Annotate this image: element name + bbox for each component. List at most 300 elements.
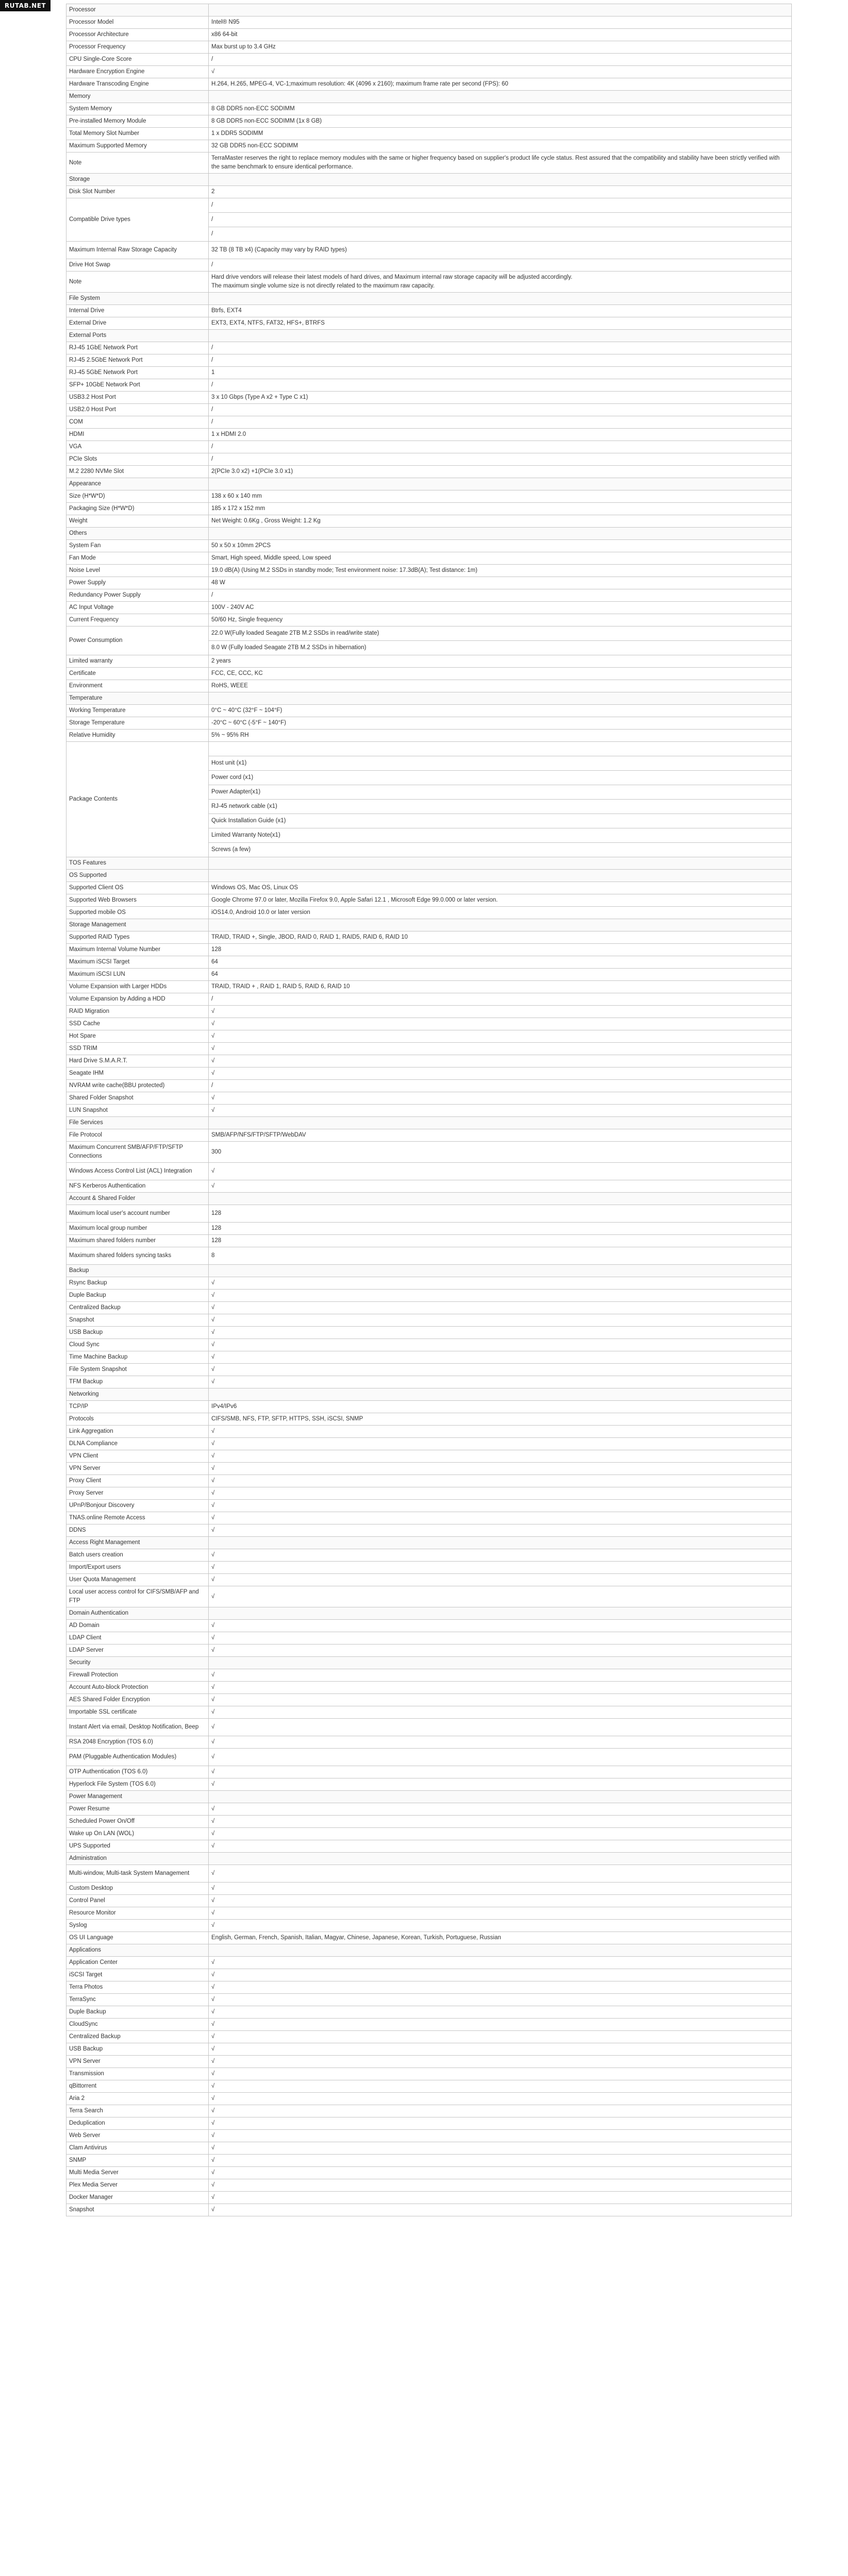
spec-label: System Memory: [66, 103, 209, 115]
spec-value: 128: [209, 944, 792, 956]
spec-label: Batch users creation: [66, 1549, 209, 1562]
spec-label: Supported RAID Types: [66, 931, 209, 944]
spec-row: [66, 1586, 792, 1607]
spec-value: /: [209, 404, 792, 416]
spec-label: Seagate IHM: [66, 1067, 209, 1080]
spec-value: /: [209, 379, 792, 392]
spec-label: Maximum Internal Raw Storage Capacity: [66, 242, 209, 259]
spec-value: 19.0 dB(A) (Using M.2 SSDs in standby mode; Test environment noise: 17.3dB(A); Test distance: 1m): [209, 565, 792, 577]
spec-value: 128: [209, 1235, 792, 1247]
spec-value: √: [209, 1632, 792, 1645]
spec-row: [66, 1043, 792, 1055]
spec-label: Proxy Server: [66, 1487, 209, 1500]
spec-label: Maximum local group number: [66, 1223, 209, 1235]
section-title: Appearance: [66, 478, 209, 490]
spec-row: [66, 103, 792, 115]
spec-label: Local user access control for CIFS/SMB/AFP and FTP: [66, 1586, 209, 1607]
spec-value: /: [209, 416, 792, 429]
spec-label: Web Server: [66, 2130, 209, 2142]
spec-row: [66, 1574, 792, 1586]
spec-value: TerraMaster reserves the right to replace memory modules with the same or higher frequency based on supplier's product life cycle status. Rest assured that the compatibility and stability have been strictly verified with the same benchmark to ensure identical performance.: [209, 152, 792, 174]
spec-label: Duple Backup: [66, 1290, 209, 1302]
spec-row: [66, 1620, 792, 1632]
spec-row: [66, 2167, 792, 2179]
spec-label: Power Consumption: [66, 626, 209, 655]
spec-value: 32 TB (8 TB x4) (Capacity may vary by RAID types): [209, 242, 792, 259]
spec-value: 185 x 172 x 152 mm: [209, 503, 792, 515]
spec-value: √: [209, 1163, 792, 1180]
spec-label: Cloud Sync: [66, 1339, 209, 1351]
spec-row: [66, 1223, 792, 1235]
spec-label: Total Memory Slot Number: [66, 128, 209, 140]
spec-row: [66, 626, 792, 655]
spec-label: Maximum local user's account number: [66, 1205, 209, 1223]
spec-value: √: [209, 2192, 792, 2204]
spec-value: √: [209, 1706, 792, 1719]
spec-label: VPN Server: [66, 1463, 209, 1475]
spec-value: √: [209, 1736, 792, 1749]
spec-row: [66, 1736, 792, 1749]
spec-value: √: [209, 1865, 792, 1883]
spec-value: -20°C ~ 60°C (-5°F ~ 140°F): [209, 717, 792, 730]
spec-value: Google Chrome 97.0 or later, Mozilla Firefox 9.0, Apple Safari 12.1 , Microsoft Edge 99.0.000 or later version.: [209, 894, 792, 907]
spec-row: [66, 1235, 792, 1247]
spec-row: [66, 379, 792, 392]
spec-label: Terra Photos: [66, 1981, 209, 1994]
spec-value: √: [209, 1524, 792, 1537]
spec-row: [66, 2155, 792, 2167]
spec-label: Fan Mode: [66, 552, 209, 565]
spec-label: Processor Architecture: [66, 29, 209, 41]
spec-row: [66, 1981, 792, 1994]
spec-value: √: [209, 1920, 792, 1932]
spec-value: [209, 198, 792, 242]
spec-row: [66, 354, 792, 367]
spec-value: √: [209, 1043, 792, 1055]
spec-label: M.2 2280 NVMe Slot: [66, 466, 209, 478]
spec-value: 32 GB DDR5 non-ECC SODIMM: [209, 140, 792, 152]
spec-row: [66, 2019, 792, 2031]
spec-value: RoHS, WEEE: [209, 680, 792, 692]
spec-label: Account Auto-block Protection: [66, 1682, 209, 1694]
spec-row: [66, 1562, 792, 1574]
spec-row: [66, 2130, 792, 2142]
section-title: Security: [66, 1657, 209, 1669]
spec-value: √: [209, 1500, 792, 1512]
spec-label: Shared Folder Snapshot: [66, 1092, 209, 1105]
spec-row: [66, 1475, 792, 1487]
spec-value: √: [209, 1645, 792, 1657]
spec-label: RSA 2048 Encryption (TOS 6.0): [66, 1736, 209, 1749]
spec-row: [66, 680, 792, 692]
spec-label: Size (H*W*D): [66, 490, 209, 503]
spec-value: √: [209, 2056, 792, 2068]
spec-value: √: [209, 1828, 792, 1840]
spec-value-line: /: [209, 227, 791, 241]
section-row: [66, 478, 792, 490]
spec-label: TFM Backup: [66, 1376, 209, 1388]
spec-row: [66, 589, 792, 602]
spec-row: [66, 66, 792, 78]
section-row: [66, 1791, 792, 1803]
spec-row: [66, 16, 792, 29]
spec-label: Volume Expansion with Larger HDDs: [66, 981, 209, 993]
spec-label: RJ-45 5GbE Network Port: [66, 367, 209, 379]
section-title: File System: [66, 293, 209, 305]
spec-value: √: [209, 2204, 792, 2216]
spec-row: [66, 1895, 792, 1907]
spec-label: Drive Hot Swap: [66, 259, 209, 272]
spec-label: Maximum shared folders syncing tasks: [66, 1247, 209, 1265]
spec-row: [66, 1247, 792, 1265]
spec-value: 8: [209, 1247, 792, 1265]
spec-label: CPU Single-Core Score: [66, 54, 209, 66]
spec-value: Hard drive vendors will release their latest models of hard drives, and Maximum internal raw storage capacity will be adjusted accordingly. The maximum single volume size is not directly related to the maximum raw capacity.: [209, 272, 792, 293]
spec-row: [66, 2006, 792, 2019]
section-title: Memory: [66, 91, 209, 103]
spec-label: Docker Manager: [66, 2192, 209, 2204]
spec-label: OTP Authentication (TOS 6.0): [66, 1766, 209, 1778]
spec-value: √: [209, 1018, 792, 1030]
spec-row: [66, 993, 792, 1006]
spec-row: [66, 944, 792, 956]
section-row: [66, 4, 792, 16]
spec-value: √: [209, 1302, 792, 1314]
spec-label: Internal Drive: [66, 305, 209, 317]
spec-row: [66, 1865, 792, 1883]
spec-row: [66, 1376, 792, 1388]
spec-row: [66, 1883, 792, 1895]
spec-label: Hardware Encryption Engine: [66, 66, 209, 78]
spec-value: √: [209, 1620, 792, 1632]
spec-value-line: /: [211, 202, 213, 208]
spec-value: /: [209, 342, 792, 354]
spec-label: Supported mobile OS: [66, 907, 209, 919]
spec-value: [209, 1193, 792, 1205]
spec-row: [66, 140, 792, 152]
section-title: Temperature: [66, 692, 209, 705]
spec-label: Centralized Backup: [66, 1302, 209, 1314]
spec-row: [66, 931, 792, 944]
spec-row: [66, 1067, 792, 1080]
spec-value: √: [209, 1994, 792, 2006]
spec-row: [66, 907, 792, 919]
spec-label: Snapshot: [66, 2204, 209, 2216]
spec-value: 8 GB DDR5 non-ECC SODIMM (1x 8 GB): [209, 115, 792, 128]
spec-row: [66, 490, 792, 503]
spec-value: [209, 330, 792, 342]
spec-row: [66, 1463, 792, 1475]
spec-label: Application Center: [66, 1957, 209, 1969]
spec-value: √: [209, 1376, 792, 1388]
spec-row: [66, 1994, 792, 2006]
spec-value: √: [209, 1364, 792, 1376]
spec-row: [66, 894, 792, 907]
spec-label: Maximum Supported Memory: [66, 140, 209, 152]
section-title: Domain Authentication: [66, 1607, 209, 1620]
spec-row: [66, 742, 792, 857]
spec-row: [66, 1969, 792, 1981]
spec-row: [66, 242, 792, 259]
spec-row: [66, 1055, 792, 1067]
spec-value: /: [209, 1080, 792, 1092]
spec-value: √: [209, 1327, 792, 1339]
spec-value: English, German, French, Spanish, Italian, Magyar, Chinese, Japanese, Korean, Turkish, Portuguese, Russian: [209, 1932, 792, 1944]
spec-row: [66, 416, 792, 429]
spec-label: Snapshot: [66, 1314, 209, 1327]
spec-row: [66, 2080, 792, 2093]
spec-label: UPS Supported: [66, 1840, 209, 1853]
spec-label: CloudSync: [66, 2019, 209, 2031]
spec-label: Windows Access Control List (ACL) Integration: [66, 1163, 209, 1180]
spec-value: √: [209, 2019, 792, 2031]
spec-value: √: [209, 1883, 792, 1895]
spec-value: 5% ~ 95% RH: [209, 730, 792, 742]
spec-row: [66, 1778, 792, 1791]
section-title: Storage Management: [66, 919, 209, 931]
spec-value: √: [209, 1277, 792, 1290]
spec-row: [66, 730, 792, 742]
spec-label: Link Aggregation: [66, 1426, 209, 1438]
spec-value: [209, 1657, 792, 1669]
spec-label: Power Resume: [66, 1803, 209, 1816]
spec-label: qBittorrent: [66, 2080, 209, 2093]
spec-row: [66, 1669, 792, 1682]
spec-value: [209, 857, 792, 870]
spec-row: [66, 2056, 792, 2068]
spec-label: SSD Cache: [66, 1018, 209, 1030]
spec-label: Transmission: [66, 2068, 209, 2080]
spec-label: Multi-window, Multi-task System Management: [66, 1865, 209, 1883]
spec-label: Environment: [66, 680, 209, 692]
spec-label: Hyperlock File System (TOS 6.0): [66, 1778, 209, 1791]
spec-value: √: [209, 2068, 792, 2080]
spec-row: [66, 1438, 792, 1450]
spec-value: 8 GB DDR5 non-ECC SODIMM: [209, 103, 792, 115]
spec-row: [66, 1105, 792, 1117]
spec-label: DLNA Compliance: [66, 1438, 209, 1450]
spec-value: /: [209, 441, 792, 453]
spec-value: FCC, CE, CCC, KC: [209, 668, 792, 680]
spec-row: [66, 404, 792, 416]
spec-row: [66, 552, 792, 565]
spec-label: Storage Temperature: [66, 717, 209, 730]
spec-row: [66, 429, 792, 441]
spec-value: √: [209, 2043, 792, 2056]
spec-row: [66, 614, 792, 626]
section-row: [66, 1117, 792, 1129]
spec-value: Intel® N95: [209, 16, 792, 29]
spec-value: √: [209, 2179, 792, 2192]
spec-row: [66, 1277, 792, 1290]
spec-value: √: [209, 1426, 792, 1438]
spec-value: Btrfs, EXT4: [209, 305, 792, 317]
spec-label: Supported Web Browsers: [66, 894, 209, 907]
spec-label: Scheduled Power On/Off: [66, 1816, 209, 1828]
section-title: Storage: [66, 174, 209, 186]
spec-label: RJ-45 1GbE Network Port: [66, 342, 209, 354]
spec-row: [66, 969, 792, 981]
spec-label: USB3.2 Host Port: [66, 392, 209, 404]
spec-label: USB2.0 Host Port: [66, 404, 209, 416]
spec-value-line: RJ-45 network cable (x1): [209, 799, 791, 814]
section-title: Applications: [66, 1944, 209, 1957]
section-title: Others: [66, 528, 209, 540]
spec-label: Relative Humidity: [66, 730, 209, 742]
spec-value: √: [209, 1105, 792, 1117]
spec-label: Maximum Concurrent SMB/AFP/FTP/SFTP Connections: [66, 1142, 209, 1163]
spec-label: Redundancy Power Supply: [66, 589, 209, 602]
spec-label: Deduplication: [66, 2117, 209, 2130]
spec-row: [66, 1682, 792, 1694]
spec-label: Maximum shared folders number: [66, 1235, 209, 1247]
spec-label: TerraSync: [66, 1994, 209, 2006]
spec-value: √: [209, 1487, 792, 1500]
spec-label: Clam Antivirus: [66, 2142, 209, 2155]
spec-row: [66, 305, 792, 317]
section-title: Access Right Management: [66, 1537, 209, 1549]
spec-label: PAM (Pluggable Authentication Modules): [66, 1749, 209, 1766]
spec-value: √: [209, 1586, 792, 1607]
spec-row: [66, 1719, 792, 1736]
spec-label: Proxy Client: [66, 1475, 209, 1487]
spec-value: [209, 1537, 792, 1549]
section-title: Backup: [66, 1265, 209, 1277]
spec-label: USB Backup: [66, 2043, 209, 2056]
spec-row: [66, 1512, 792, 1524]
spec-value: [209, 1607, 792, 1620]
spec-row: [66, 565, 792, 577]
spec-label: Hard Drive S.M.A.R.T.: [66, 1055, 209, 1067]
spec-row: [66, 2179, 792, 2192]
spec-value: EXT3, EXT4, NTFS, FAT32, HFS+, BTRFS: [209, 317, 792, 330]
spec-value: 128: [209, 1223, 792, 1235]
spec-row: [66, 1163, 792, 1180]
spec-label: Terra Search: [66, 2105, 209, 2117]
spec-value: [209, 1791, 792, 1803]
spec-label: Resource Monitor: [66, 1907, 209, 1920]
spec-row: [66, 717, 792, 730]
section-row: [66, 174, 792, 186]
spec-row: [66, 1327, 792, 1339]
spec-label: Maximum iSCSI Target: [66, 956, 209, 969]
spec-label: Package Contents: [66, 742, 209, 857]
spec-value: √: [209, 2130, 792, 2142]
spec-value: 2: [209, 186, 792, 198]
spec-label: SSD TRIM: [66, 1043, 209, 1055]
spec-value: √: [209, 1682, 792, 1694]
spec-value: 2 years: [209, 655, 792, 668]
spec-label: Volume Expansion by Adding a HDD: [66, 993, 209, 1006]
spec-value: √: [209, 2031, 792, 2043]
section-row: [66, 692, 792, 705]
section-title: TOS Features: [66, 857, 209, 870]
section-title: Account & Shared Folder: [66, 1193, 209, 1205]
spec-row: [66, 1957, 792, 1969]
spec-label: Custom Desktop: [66, 1883, 209, 1895]
spec-label: iSCSI Target: [66, 1969, 209, 1981]
spec-value: √: [209, 66, 792, 78]
spec-value: √: [209, 2117, 792, 2130]
spec-label: Hot Spare: [66, 1030, 209, 1043]
spec-row: [66, 1205, 792, 1223]
spec-value: /: [209, 993, 792, 1006]
spec-value: √: [209, 1512, 792, 1524]
spec-value: √: [209, 1840, 792, 1853]
spec-value: √: [209, 1314, 792, 1327]
spec-row: [66, 668, 792, 680]
spec-value: /: [209, 453, 792, 466]
spec-label: RAID Migration: [66, 1006, 209, 1018]
spec-label: Limited warranty: [66, 655, 209, 668]
spec-value: √: [209, 1180, 792, 1193]
spec-value: √: [209, 1006, 792, 1018]
spec-label: Import/Export users: [66, 1562, 209, 1574]
spec-value: √: [209, 1067, 792, 1080]
spec-label: File Protocol: [66, 1129, 209, 1142]
spec-row: [66, 2043, 792, 2056]
spec-value: TRAID, TRAID + , RAID 1, RAID 5, RAID 6, RAID 10: [209, 981, 792, 993]
spec-label: Instant Alert via email, Desktop Notification, Beep: [66, 1719, 209, 1736]
spec-value: √: [209, 1969, 792, 1981]
section-row: [66, 1193, 792, 1205]
spec-value: /: [209, 354, 792, 367]
spec-value: 50 x 50 x 10mm 2PCS: [209, 540, 792, 552]
spec-value: 128: [209, 1205, 792, 1223]
spec-value-line: Power Adapter(x1): [209, 785, 791, 799]
spec-row: [66, 705, 792, 717]
spec-value: 64: [209, 956, 792, 969]
spec-row: [66, 1766, 792, 1778]
section-row: [66, 870, 792, 882]
spec-row: [66, 1907, 792, 1920]
spec-label: Compatible Drive types: [66, 198, 209, 242]
spec-row: [66, 1816, 792, 1828]
spec-value: √: [209, 1055, 792, 1067]
spec-label: Hardware Transcoding Engine: [66, 78, 209, 91]
spec-value: √: [209, 1450, 792, 1463]
spec-row: [66, 2068, 792, 2080]
spec-label: UPnP/Bonjour Discovery: [66, 1500, 209, 1512]
spec-row: [66, 1030, 792, 1043]
spec-value: x86 64-bit: [209, 29, 792, 41]
spec-row: [66, 1632, 792, 1645]
section-row: [66, 528, 792, 540]
spec-label: TNAS.online Remote Access: [66, 1512, 209, 1524]
section-title: External Ports: [66, 330, 209, 342]
spec-value: √: [209, 2167, 792, 2179]
spec-row: [66, 78, 792, 91]
spec-row: [66, 115, 792, 128]
spec-value: [209, 1117, 792, 1129]
spec-value: Max burst up to 3.4 GHz: [209, 41, 792, 54]
spec-value: √: [209, 1803, 792, 1816]
spec-value: [209, 174, 792, 186]
spec-value: √: [209, 1981, 792, 1994]
spec-value: [209, 528, 792, 540]
spec-value-line: 22.0 W(Fully loaded Seagate 2TB M.2 SSDs in read/write state): [211, 630, 379, 636]
spec-label: OS UI Language: [66, 1932, 209, 1944]
spec-label: VGA: [66, 441, 209, 453]
spec-row: [66, 54, 792, 66]
spec-label: Power Supply: [66, 577, 209, 589]
spec-row: [66, 515, 792, 528]
spec-label: Importable SSL certificate: [66, 1706, 209, 1719]
spec-value: IPv4/IPv6: [209, 1401, 792, 1413]
spec-label: HDMI: [66, 429, 209, 441]
section-row: [66, 1607, 792, 1620]
spec-label: System Fan: [66, 540, 209, 552]
